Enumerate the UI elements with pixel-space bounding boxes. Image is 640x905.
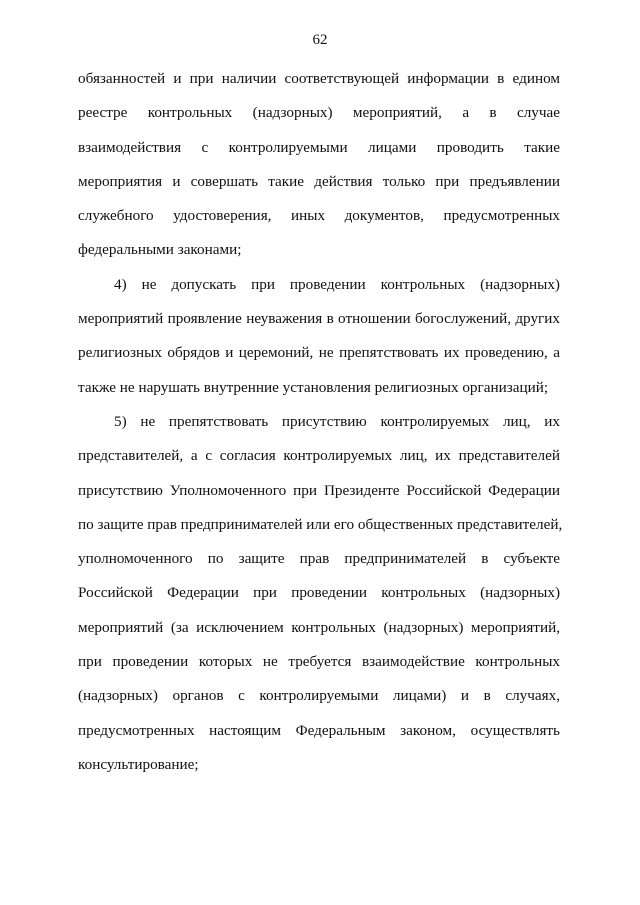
text-line: служебного удостоверения, иных документов, предусмотренных xyxy=(78,207,560,225)
text-line: реестре контрольных (надзорных) мероприятий, а в случае xyxy=(78,104,560,122)
text-line: мероприятий (за исключением контрольных (надзорных) мероприятий, xyxy=(78,618,560,636)
text-line: по защите прав предпринимателей или его общественных представителей, xyxy=(78,515,563,533)
text-line: взаимодействия с контролируемыми лицами проводить такие xyxy=(78,138,560,156)
text-line: мероприятия и совершать такие действия только при предъявлении xyxy=(78,172,560,190)
text-line: обязанностей и при наличии соответствующей информации в едином xyxy=(78,70,560,87)
text-line: присутствию Уполномоченного при Президенте Российской Федерации xyxy=(78,481,560,499)
page-number: 62 xyxy=(312,32,328,48)
text-line: Российской Федерации при проведении контрольных (надзорных) xyxy=(78,584,560,602)
text-line: (надзорных) органов с контролируемыми лицами) и в случаях, xyxy=(78,687,560,705)
text-line: мероприятий проявление неуважения в отношении богослужений, других xyxy=(78,310,560,328)
document-body xyxy=(78,62,563,782)
text-line: при проведении которых не требуется взаимодействие контрольных xyxy=(78,653,560,671)
list-item-4-start: 4) не допускать при проведении контрольных (надзорных) xyxy=(114,275,560,293)
text-line: религиозных обрядов и церемоний, не препятствовать их проведению, а xyxy=(78,344,560,362)
text-line: предусмотренных настоящим Федеральным законом, осуществлять xyxy=(78,721,560,739)
text-line: также не нарушать внутренние установления религиозных организаций; xyxy=(78,378,549,396)
list-item-5-start: 5) не препятствовать присутствию контролируемых лиц, их xyxy=(114,412,560,430)
text-line: уполномоченного по защите прав предпринимателей в субъекте xyxy=(78,550,560,568)
text-line: федеральными законами; xyxy=(78,241,242,259)
text-line: консультирование; xyxy=(78,755,199,773)
text-line: представителей, а с согласия контролируемых лиц, их представителей xyxy=(78,447,560,465)
